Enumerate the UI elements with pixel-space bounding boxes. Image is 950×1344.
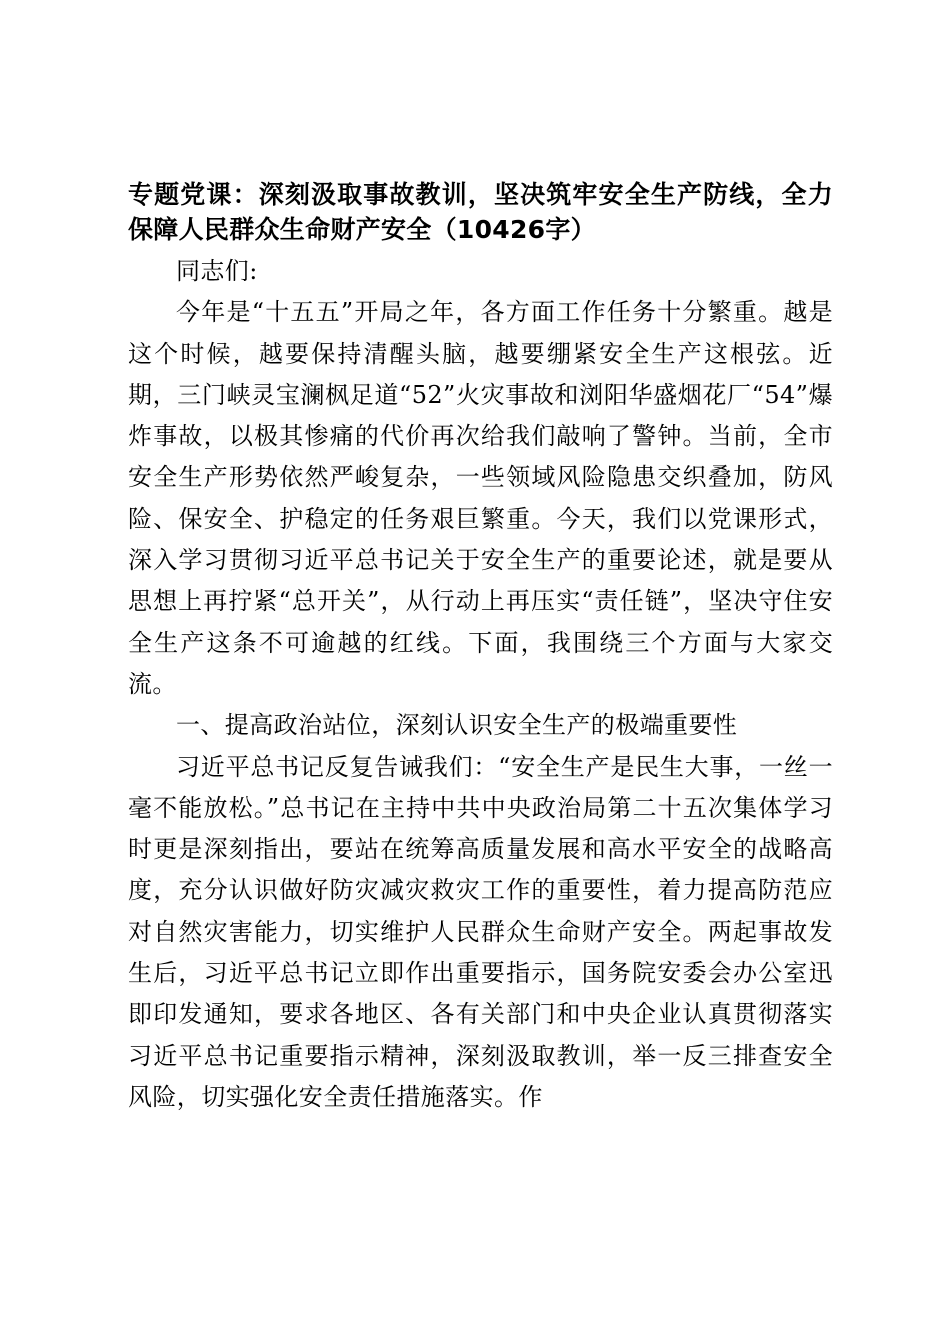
document-body	[128, 177, 833, 1118]
greeting: 同志们:	[176, 257, 258, 285]
section-heading-1: 一、提高政治站位，深刻认识安全生产的极端重要性	[176, 711, 738, 740]
intro-paragraph: 今年是“十五五”开局之年，各方面工作任务十分繁重。越是这个时候，越要保持清醒头脑，越要绷紧安全生产这根弦。近期，三门峡灵宝澜枫足道“52”火灾事故和浏阳华盛烟花厂“54”爆炸事故，以极其惨痛的代价再次给我们敲响了警钟。当前，全市安全生产形势依然严峻复杂，一些领域风险隐患交织叠加，防风险、保安全、护稳定的任务艰巨繁重。今天，我们以党课形式，深入学习贯彻习近平总书记关于安全生产的重要论述，就是要从思想上再拧紧“总开关”，从行动上再压实“责任链”，坚决守住安全生产这条不可逾越的红线。下面，我围绕三个方面与大家交流。	[128, 298, 833, 698]
section-1-paragraph: 习近平总书记反复告诫我们：“安全生产是民生大事，一丝一毫不能放松。”总书记在主持中共中央政治局第二十五次集体学习时更是深刻指出，要站在统筹高质量发展和高水平安全的战略高度，充分认识做好防灾减灾救灾工作的重要性，着力提高防范应对自然灾害能力，切实维护人民群众生命财产安全。两起事故发生后，习近平总书记立即作出重要指示，国务院安委会办公室迅即印发通知，要求各地区、各有关部门和中央企业认真贯彻落实习近平总书记重要指示精神，深刻汲取教训，举一反三排查安全风险，切实强化安全责任措施落实。作	[128, 752, 833, 1111]
document-title: 专题党课：深刻汲取事故教训，坚决筑牢安全生产防线，全力保障人民群众生命财产安全（10426字）	[128, 180, 833, 244]
